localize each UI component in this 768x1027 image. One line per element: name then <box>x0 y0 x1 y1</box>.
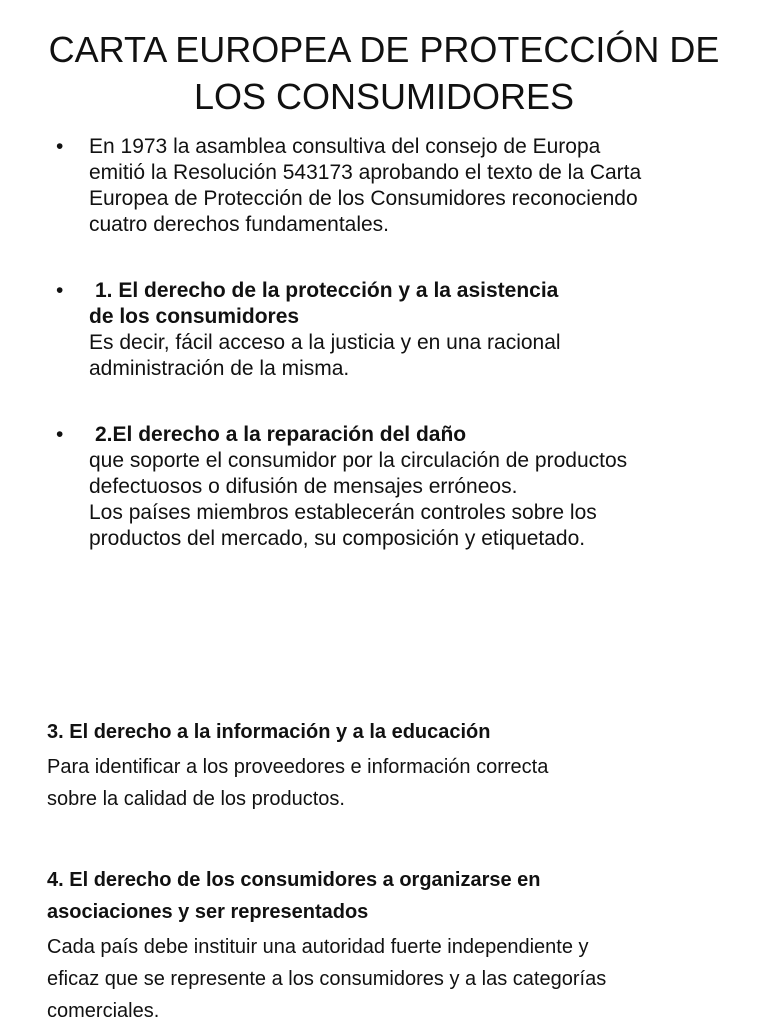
bullet-item-intro <box>56 134 736 238</box>
section-heading-line: asociaciones y ser representados <box>47 901 369 923</box>
section-heading-line: 3. El derecho a la información y a la educación <box>47 721 491 743</box>
bullet-text-line: Europea de Protección de los Consumidores reconociendo <box>89 187 638 210</box>
right-body-line: administración de la misma. <box>89 357 350 380</box>
bullet-icon: • <box>56 135 64 158</box>
section-heading <box>47 864 737 928</box>
right-body-line: que soporte el consumidor por la circulación de productos <box>89 449 628 472</box>
right-body-line: Es decir, fácil acceso a la justicia y en una racional <box>89 331 561 354</box>
title-line: LOS CONSUMIDORES <box>193 76 575 117</box>
section-body-line: sobre la calidad de los productos. <box>47 788 345 810</box>
bullet-text-line: cuatro derechos fundamentales. <box>89 213 390 236</box>
section-body <box>47 931 737 1027</box>
right-heading-line: 1. El derecho de la protección y a la asistencia <box>95 279 559 302</box>
bullet-icon: • <box>56 423 64 446</box>
right-body-line: productos del mercado, su composición y etiquetado. <box>89 527 586 550</box>
bullet-text-line: En 1973 la asamblea consultiva del consejo de Europa <box>89 135 601 158</box>
bullet-text-line: emitió la Resolución 543173 aprobando el texto de la Carta <box>89 161 642 184</box>
right-heading-line: de los consumidores <box>89 305 300 328</box>
right-heading-line: 2.El derecho a la reparación del daño <box>95 423 467 446</box>
section-body-line: eficaz que se represente a los consumidores y a las categorías <box>47 968 607 990</box>
title-line: CARTA EUROPEA DE PROTECCIÓN DE <box>48 29 720 70</box>
section-body <box>47 751 737 815</box>
section-right-4 <box>47 864 737 1027</box>
section-right-3 <box>47 716 737 815</box>
bullet-item-right-1 <box>56 278 736 382</box>
section-heading-line: 4. El derecho de los consumidores a organizarse en <box>47 869 541 891</box>
bullet-item-right-2 <box>56 422 736 552</box>
right-body-line: Los países miembros establecerán controles sobre los <box>89 501 597 524</box>
section-heading <box>47 716 737 748</box>
bullet-icon: • <box>56 279 64 302</box>
section-body-line: comerciales. <box>47 1000 160 1022</box>
right-body-line: defectuosos o difusión de mensajes erróneos. <box>89 475 518 498</box>
bullet-list <box>56 134 736 552</box>
section-body-line: Para identificar a los proveedores e información correcta <box>47 756 549 778</box>
slide-title <box>20 26 748 120</box>
section-body-line: Cada país debe instituir una autoridad fuerte independiente y <box>47 936 589 958</box>
